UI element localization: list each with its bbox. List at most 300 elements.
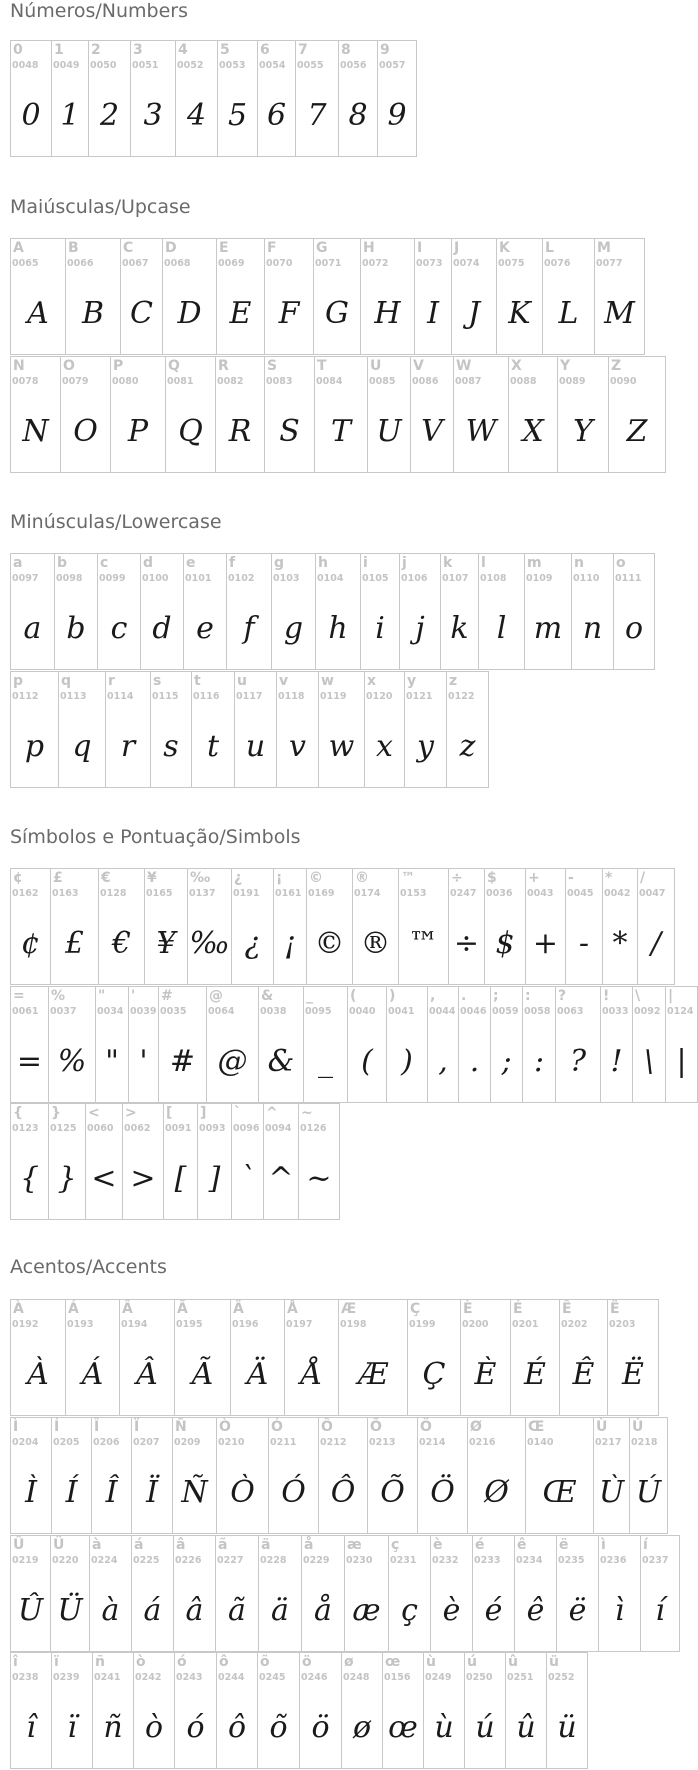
- glyph-sample: J: [467, 296, 481, 331]
- glyph-char-label: `: [234, 1105, 241, 1121]
- glyph-cell: [54, 553, 98, 670]
- glyph-sample: õ: [269, 1710, 288, 1745]
- glyph-char-label: Z: [611, 358, 622, 374]
- glyph-cell: [271, 553, 316, 670]
- glyph-sample: P: [127, 414, 149, 449]
- glyph-char-label: $: [487, 870, 497, 886]
- glyph-char-label: x: [367, 673, 377, 689]
- glyph-char-label: å: [304, 1537, 314, 1553]
- glyph-code: 0036: [486, 888, 513, 899]
- glyph-row: [10, 238, 644, 355]
- glyph-sample: w: [328, 729, 355, 764]
- glyph-cell: [231, 868, 274, 985]
- glyph-code: 0050: [90, 60, 117, 71]
- glyph-char-label: ¥: [147, 870, 157, 886]
- glyph-char-label: ÷: [451, 870, 463, 886]
- glyph-char-label: Î: [94, 1419, 100, 1435]
- glyph-char-label: ê: [517, 1537, 527, 1553]
- glyph-cell: [458, 986, 491, 1103]
- glyph-sample: (: [361, 1044, 373, 1079]
- glyph-code: 0123: [12, 1123, 39, 1134]
- glyph-sample: 3: [143, 98, 163, 133]
- glyph-char-label: ô: [219, 1654, 229, 1670]
- glyph-sample: ?: [569, 1044, 587, 1079]
- glyph-sample: >: [130, 1161, 156, 1196]
- glyph-char-label: Â: [122, 1301, 133, 1317]
- glyph-sample: ,: [438, 1044, 448, 1079]
- glyph-sample: ¢: [20, 926, 41, 961]
- glyph-code: 0210: [218, 1437, 245, 1448]
- glyph-code: 0048: [12, 60, 39, 71]
- glyph-char-label: û: [508, 1654, 518, 1670]
- glyph-sample: 5: [227, 98, 248, 133]
- glyph-sample: ®: [360, 926, 391, 961]
- glyph-char-label: õ: [260, 1654, 270, 1670]
- glyph-sample: œ: [388, 1710, 418, 1745]
- glyph-code: 0113: [60, 691, 87, 702]
- glyph-code: 0211: [270, 1437, 297, 1448]
- glyph-sample: {: [19, 1161, 40, 1196]
- glyph-sample: ü: [557, 1710, 577, 1745]
- glyph-code: 0249: [425, 1672, 452, 1683]
- glyph-cell: [640, 1535, 680, 1652]
- glyph-cell: [50, 868, 99, 985]
- glyph-sample: ò: [144, 1710, 164, 1745]
- glyph-char-label: ~: [301, 1105, 313, 1121]
- glyph-code: 0234: [516, 1555, 543, 1566]
- glyph-code: 0153: [400, 888, 427, 899]
- glyph-char-label: m: [527, 555, 542, 571]
- glyph-sample: u: [245, 729, 266, 764]
- glyph-sample: ê: [526, 1593, 545, 1628]
- glyph-code: 0192: [12, 1319, 39, 1330]
- glyph-cell: [360, 553, 400, 670]
- glyph-sample: T: [330, 414, 351, 449]
- glyph-char-label: Y: [560, 358, 571, 374]
- glyph-cell: [234, 671, 277, 788]
- glyph-char-label: N: [13, 358, 25, 374]
- glyph-cell: [367, 1417, 418, 1534]
- glyph-code: 0195: [176, 1319, 203, 1330]
- glyph-sample: ô: [227, 1710, 247, 1745]
- glyph-code: 0124: [667, 1006, 694, 1017]
- section-title-upcase: Maiúsculas/Upcase: [10, 196, 191, 218]
- glyph-sample: /: [650, 926, 662, 961]
- glyph-code: 0239: [53, 1672, 80, 1683]
- glyph-char-label: é: [475, 1537, 485, 1553]
- glyph-cell: [629, 1417, 668, 1534]
- glyph-sample: g: [283, 611, 304, 646]
- glyph-cell: [448, 868, 485, 985]
- glyph-sample: ç: [401, 1593, 418, 1628]
- glyph-sample: £: [64, 926, 85, 961]
- glyph-char-label: v: [279, 673, 289, 689]
- glyph-code: 0243: [176, 1672, 203, 1683]
- glyph-cell: [133, 1652, 175, 1769]
- glyph-code: 0104: [317, 573, 344, 584]
- glyph-cell: [130, 40, 176, 157]
- glyph-cell: [398, 868, 449, 985]
- glyph-code: 0227: [217, 1555, 244, 1566]
- glyph-code: 0165: [146, 888, 173, 899]
- glyph-code: 0069: [218, 258, 245, 269]
- glyph-code: 0080: [112, 376, 139, 387]
- glyph-char-label: !: [603, 988, 610, 1004]
- glyph-code: 0034: [97, 1006, 124, 1017]
- glyph-code: 0242: [135, 1672, 162, 1683]
- glyph-cell: [607, 1299, 659, 1416]
- glyph-char-label: c: [100, 555, 109, 571]
- glyph-cell: [263, 1103, 299, 1220]
- glyph-code: 0122: [448, 691, 475, 702]
- glyph-sample: D: [177, 296, 202, 331]
- glyph-cell: [140, 553, 184, 670]
- glyph-cell: [565, 868, 603, 985]
- glyph-cell: [187, 868, 232, 985]
- glyph-sample: b: [66, 611, 86, 646]
- glyph-cell: [315, 553, 361, 670]
- glyph-sample: &: [267, 1044, 295, 1079]
- glyph-char-label: 5: [220, 42, 230, 58]
- glyph-char-label: W: [456, 358, 472, 374]
- glyph-code: 0219: [12, 1555, 39, 1566]
- glyph-sample: ¥: [156, 926, 176, 961]
- glyph-char-label: œ: [385, 1654, 401, 1670]
- glyph-sample: ': [139, 1044, 148, 1079]
- glyph-code: 0096: [233, 1123, 260, 1134]
- glyph-code: 0060: [87, 1123, 114, 1134]
- glyph-char-label: K: [499, 240, 510, 256]
- glyph-code: 0193: [67, 1319, 94, 1330]
- glyph-sample: #: [169, 1044, 196, 1079]
- glyph-char-label: Í: [54, 1419, 60, 1435]
- glyph-code: 0214: [419, 1437, 446, 1448]
- glyph-code: 0228: [260, 1555, 287, 1566]
- glyph-sample: y: [417, 729, 434, 764]
- glyph-char-label: g: [274, 555, 285, 571]
- glyph-sample: Û: [17, 1593, 44, 1628]
- glyph-code: 0244: [218, 1672, 245, 1683]
- glyph-cell: [97, 553, 141, 670]
- glyph-cell: [89, 1535, 132, 1652]
- glyph-sample: -: [578, 926, 590, 961]
- glyph-char-label: 0: [13, 42, 23, 58]
- glyph-code: 0218: [631, 1437, 658, 1448]
- glyph-sample: F: [278, 296, 300, 331]
- glyph-char-label: M: [597, 240, 611, 256]
- glyph-cell: [183, 553, 227, 670]
- glyph-code: 0169: [308, 888, 335, 899]
- glyph-cell: [10, 238, 66, 355]
- glyph-sample: <: [91, 1161, 117, 1196]
- glyph-sample: ^: [268, 1161, 294, 1196]
- glyph-char-label: Ã: [177, 1301, 188, 1317]
- glyph-code: 0087: [455, 376, 482, 387]
- glyph-code: 0118: [278, 691, 305, 702]
- glyph-sample: à: [101, 1593, 120, 1628]
- glyph-cell: [91, 1417, 132, 1534]
- glyph-code: 0209: [174, 1437, 201, 1448]
- glyph-char-label: s: [153, 673, 162, 689]
- glyph-char-label: €: [101, 870, 111, 886]
- glyph-code: 0094: [265, 1123, 292, 1134]
- glyph-code: 0241: [94, 1672, 121, 1683]
- glyph-sample: Ò: [230, 1475, 255, 1510]
- glyph-sample: Ì: [25, 1475, 37, 1510]
- glyph-char-label: ¢: [13, 870, 23, 886]
- glyph-sample: ì: [614, 1593, 625, 1628]
- glyph-sample: Á: [81, 1357, 104, 1392]
- glyph-cell: [496, 238, 543, 355]
- glyph-code: 0041: [388, 1006, 415, 1017]
- glyph-cell: [557, 356, 609, 473]
- glyph-cell: [427, 986, 459, 1103]
- glyph-char-label: R: [218, 358, 229, 374]
- glyph-char-label: j: [402, 555, 407, 571]
- glyph-cell: [464, 1652, 506, 1769]
- glyph-code: 0235: [558, 1555, 585, 1566]
- glyph-code: 0035: [160, 1006, 187, 1017]
- glyph-sample: Ä: [246, 1357, 269, 1392]
- glyph-sample: t: [206, 729, 220, 764]
- glyph-code: 0203: [609, 1319, 636, 1330]
- glyph-sample: .: [469, 1044, 480, 1079]
- glyph-sample: %: [57, 1044, 87, 1079]
- glyph-sample: Œ: [542, 1475, 577, 1510]
- glyph-code: 0207: [133, 1437, 160, 1448]
- glyph-char-label: ö: [302, 1654, 312, 1670]
- glyph-char-label: ™: [401, 870, 415, 886]
- glyph-cell: [298, 1103, 340, 1220]
- glyph-code: 0112: [12, 691, 39, 702]
- glyph-cell: [197, 1103, 232, 1220]
- glyph-char-label: +: [528, 870, 540, 886]
- glyph-char-label: Ò: [219, 1419, 231, 1435]
- glyph-code: 0115: [152, 691, 179, 702]
- glyph-code: 0109: [526, 573, 553, 584]
- glyph-cell: [525, 868, 566, 985]
- glyph-code: 0107: [442, 573, 469, 584]
- glyph-cell: [206, 986, 259, 1103]
- glyph-sample: æ: [352, 1593, 381, 1628]
- glyph-char-label: &: [261, 988, 274, 1004]
- glyph-code: 0194: [121, 1319, 148, 1330]
- glyph-cell: [344, 1535, 389, 1652]
- glyph-char-label: í: [643, 1537, 648, 1553]
- glyph-cell: [230, 1299, 285, 1416]
- glyph-cell: [191, 671, 235, 788]
- glyph-cell: [514, 1535, 557, 1652]
- glyph-cell: [10, 553, 55, 670]
- glyph-sample: `: [240, 1161, 255, 1196]
- glyph-char-label: <: [88, 1105, 100, 1121]
- glyph-code: 0246: [301, 1672, 328, 1683]
- glyph-cell: [216, 1417, 269, 1534]
- glyph-cell: [525, 1417, 594, 1534]
- glyph-sample: Ç: [422, 1357, 446, 1392]
- glyph-cell: [338, 40, 378, 157]
- glyph-cell: [10, 986, 49, 1103]
- glyph-sample: Ú: [635, 1475, 662, 1510]
- glyph-cell: [637, 868, 675, 985]
- glyph-code: 0114: [107, 691, 134, 702]
- glyph-char-label: à: [92, 1537, 102, 1553]
- glyph-char-label: o: [616, 555, 626, 571]
- glyph-cell: [600, 986, 633, 1103]
- glyph-char-label: Æ: [341, 1301, 357, 1317]
- glyph-cell: [92, 1652, 134, 1769]
- glyph-code: 0042: [604, 888, 631, 899]
- glyph-code: 0049: [53, 60, 80, 71]
- glyph-char-label: 4: [178, 42, 188, 58]
- glyph-cell: [258, 1535, 302, 1652]
- glyph-code: 0140: [527, 1437, 554, 1448]
- glyph-cell: [446, 671, 489, 788]
- glyph-char-label: ó: [177, 1654, 187, 1670]
- glyph-cell: [524, 553, 572, 670]
- glyph-cell: [215, 1535, 259, 1652]
- glyph-code: 0126: [300, 1123, 327, 1134]
- glyph-sample: L: [558, 296, 579, 331]
- glyph-cell: [632, 986, 666, 1103]
- glyph-sample: ù: [434, 1710, 454, 1745]
- glyph-code: 0197: [286, 1319, 313, 1330]
- glyph-char-label: ;: [493, 988, 499, 1004]
- glyph-sample: Â: [136, 1357, 158, 1392]
- glyph-code: 0196: [232, 1319, 259, 1330]
- glyph-sample: N: [22, 414, 49, 449]
- glyph-cell: [347, 986, 387, 1103]
- glyph-sample: ö: [311, 1710, 330, 1745]
- glyph-char-label: P: [113, 358, 124, 374]
- glyph-char-label: ): [389, 988, 396, 1004]
- glyph-code: 0100: [142, 573, 169, 584]
- glyph-char-label: /: [640, 870, 646, 886]
- glyph-sample: W: [465, 414, 497, 449]
- glyph-cell: [273, 868, 307, 985]
- glyph-code: 0088: [510, 376, 537, 387]
- glyph-char-label: ‰: [190, 870, 211, 886]
- glyph-char-label: I: [417, 240, 423, 256]
- glyph-sample: ": [105, 1044, 119, 1079]
- glyph-sample: p: [24, 729, 45, 764]
- glyph-sample: Ï: [146, 1475, 158, 1510]
- glyph-sample: j: [415, 611, 425, 646]
- glyph-char-label: p: [13, 673, 24, 689]
- glyph-sample: k: [450, 611, 469, 646]
- glyph-row: [10, 1417, 667, 1534]
- glyph-sample: 0: [21, 98, 41, 133]
- glyph-sample: ~: [306, 1161, 332, 1196]
- glyph-char-label: J: [454, 240, 460, 256]
- glyph-code: 0206: [93, 1437, 120, 1448]
- glyph-sample: q: [72, 729, 92, 764]
- glyph-row: [10, 1535, 679, 1652]
- glyph-code: 0062: [124, 1123, 151, 1134]
- glyph-cell: [613, 553, 655, 670]
- glyph-sample: Z: [626, 414, 648, 449]
- glyph-code: 0078: [12, 376, 39, 387]
- glyph-sample: é: [484, 1593, 503, 1628]
- glyph-char-label: 8: [341, 42, 351, 58]
- glyph-cell: [65, 238, 121, 355]
- glyph-cell: [295, 40, 339, 157]
- glyph-cell: [48, 1103, 86, 1220]
- glyph-char-label: Ï: [134, 1419, 140, 1435]
- glyph-char-label: ú: [467, 1654, 477, 1670]
- glyph-cell: [257, 40, 296, 157]
- glyph-sample: ;: [501, 1044, 512, 1079]
- glyph-cell: [131, 1535, 174, 1652]
- glyph-char-label: O: [63, 358, 75, 374]
- glyph-char-label: Œ: [528, 1419, 545, 1435]
- glyph-code: 0162: [12, 888, 39, 899]
- glyph-cell: [50, 1535, 90, 1652]
- glyph-char-label: X: [511, 358, 522, 374]
- glyph-cell: [423, 1652, 465, 1769]
- glyph-cell: [51, 1417, 92, 1534]
- glyph-char-label: i: [363, 555, 368, 571]
- glyph-char-label: {: [13, 1105, 23, 1121]
- glyph-cell: [299, 1652, 342, 1769]
- glyph-sample: l: [496, 611, 507, 646]
- glyph-cell: [128, 986, 159, 1103]
- glyph-char-label: =: [13, 988, 25, 1004]
- glyph-code: 0212: [320, 1437, 347, 1448]
- glyph-sample: H: [374, 296, 401, 331]
- glyph-sample: @: [217, 1044, 248, 1079]
- glyph-char-label: â: [176, 1537, 186, 1553]
- glyph-cell: [556, 1535, 599, 1652]
- glyph-code: 0044: [429, 1006, 456, 1017]
- glyph-cell: [85, 1103, 123, 1220]
- glyph-sample: =: [16, 1044, 43, 1079]
- glyph-cell: [306, 868, 353, 985]
- glyph-code: 0120: [366, 691, 393, 702]
- glyph-char-label: ¡: [276, 870, 283, 886]
- glyph-sample: +: [532, 926, 559, 961]
- glyph-cell: [505, 1652, 547, 1769]
- glyph-cell: [382, 1652, 424, 1769]
- glyph-char-label: *: [605, 870, 613, 886]
- glyph-char-label: Á: [68, 1301, 79, 1317]
- glyph-char-label: w: [321, 673, 334, 689]
- glyph-cell: [95, 986, 129, 1103]
- glyph-sample: ): [401, 1044, 413, 1079]
- glyph-char-label: Ç: [410, 1301, 421, 1317]
- glyph-code: 0111: [615, 573, 642, 584]
- glyph-cell: [110, 356, 166, 473]
- glyph-cell: [593, 1417, 630, 1534]
- glyph-sample: a: [23, 611, 42, 646]
- glyph-code: 0125: [50, 1123, 77, 1134]
- glyph-cell: [226, 553, 272, 670]
- glyph-sample: *: [612, 926, 628, 961]
- glyph-cell: [276, 671, 319, 788]
- glyph-row: [10, 356, 665, 473]
- glyph-code: 0084: [316, 376, 343, 387]
- glyph-cell: [51, 40, 89, 157]
- glyph-cell: [377, 40, 417, 157]
- glyph-cell: [48, 986, 96, 1103]
- glyph-char-label: ,: [430, 988, 436, 1004]
- glyph-cell: [665, 986, 698, 1103]
- glyph-code: 0217: [595, 1437, 622, 1448]
- glyph-code: 0224: [91, 1555, 118, 1566]
- glyph-char-label: É: [513, 1301, 523, 1317]
- glyph-cell: [407, 1299, 461, 1416]
- glyph-char-label: C: [123, 240, 134, 256]
